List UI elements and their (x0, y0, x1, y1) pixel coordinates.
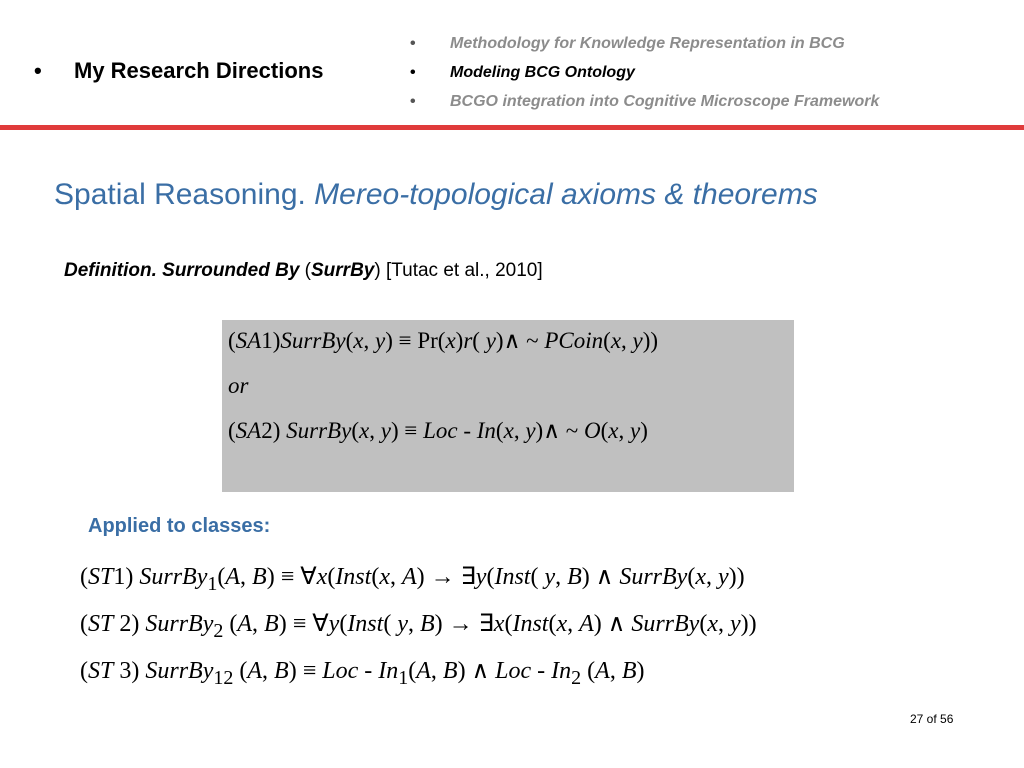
section-title (34, 58, 323, 84)
definition-citation: ) [Tutac et al., 2010] (374, 260, 543, 281)
axiom-sa2: (SA2) SurrBy(x, y) ≡ Loc - In(x, y)∧ ~ O(x, y) (228, 418, 648, 443)
applied-label: Applied to classes: (88, 515, 271, 537)
slide-title-italic: Mereo-topological axioms & theorems (314, 178, 818, 211)
formula-st1: (ST1) SurrBy$_1$(A, B) ≡ ∀x(Inst(x, A) → ∃y(Inst( y, B) ∧ SurrBy(x, y)) (80, 564, 745, 595)
definition-line (64, 260, 543, 282)
section-title-text: My Research Directions (74, 58, 324, 83)
topic-item: • BCGO integration into Cognitive Microscope Framework (410, 93, 880, 110)
axiom-box (222, 320, 794, 492)
slide-title-plain: Spatial Reasoning. (54, 178, 315, 211)
axiom-sa1: (SA1)SurrBy(x, y) ≡ Pr(x)r( y)∧ ~ PCoin(x, y)) (228, 328, 659, 353)
bullet: • (34, 58, 42, 83)
page-number: 27 of 56 (910, 712, 954, 726)
definition-prefix: Definition. Surrounded By (64, 260, 300, 281)
formula-st3: (ST 3) SurrBy$_{12}$ (A, B) ≡ Loc - $In_1(A$, B) ∧ Loc - $In_2$ (A, B) (80, 658, 645, 689)
topic-label: Methodology for Knowledge Representation in BCG (450, 35, 845, 52)
topic-label: Modeling BCG Ontology (450, 64, 635, 81)
definition-open-paren: ( (299, 260, 311, 281)
topic-item-active: • Modeling BCG Ontology (410, 64, 635, 81)
definition-abbr: SurrBy (311, 260, 375, 281)
slide-title (54, 178, 818, 212)
header-divider (0, 125, 1024, 130)
topic-item: • Methodology for Knowledge Representation in BCG (410, 35, 845, 52)
axiom-or: or (228, 373, 249, 398)
topic-list (410, 32, 879, 119)
topic-label: BCGO integration into Cognitive Microscope Framework (450, 93, 880, 110)
formula-st2: (ST 2) SurrBy$_2$ (A, B) ≡ ∀y(Inst( y, B) → ∃x(Inst(x, A) ∧ SurrBy(x, y)) (80, 611, 757, 642)
